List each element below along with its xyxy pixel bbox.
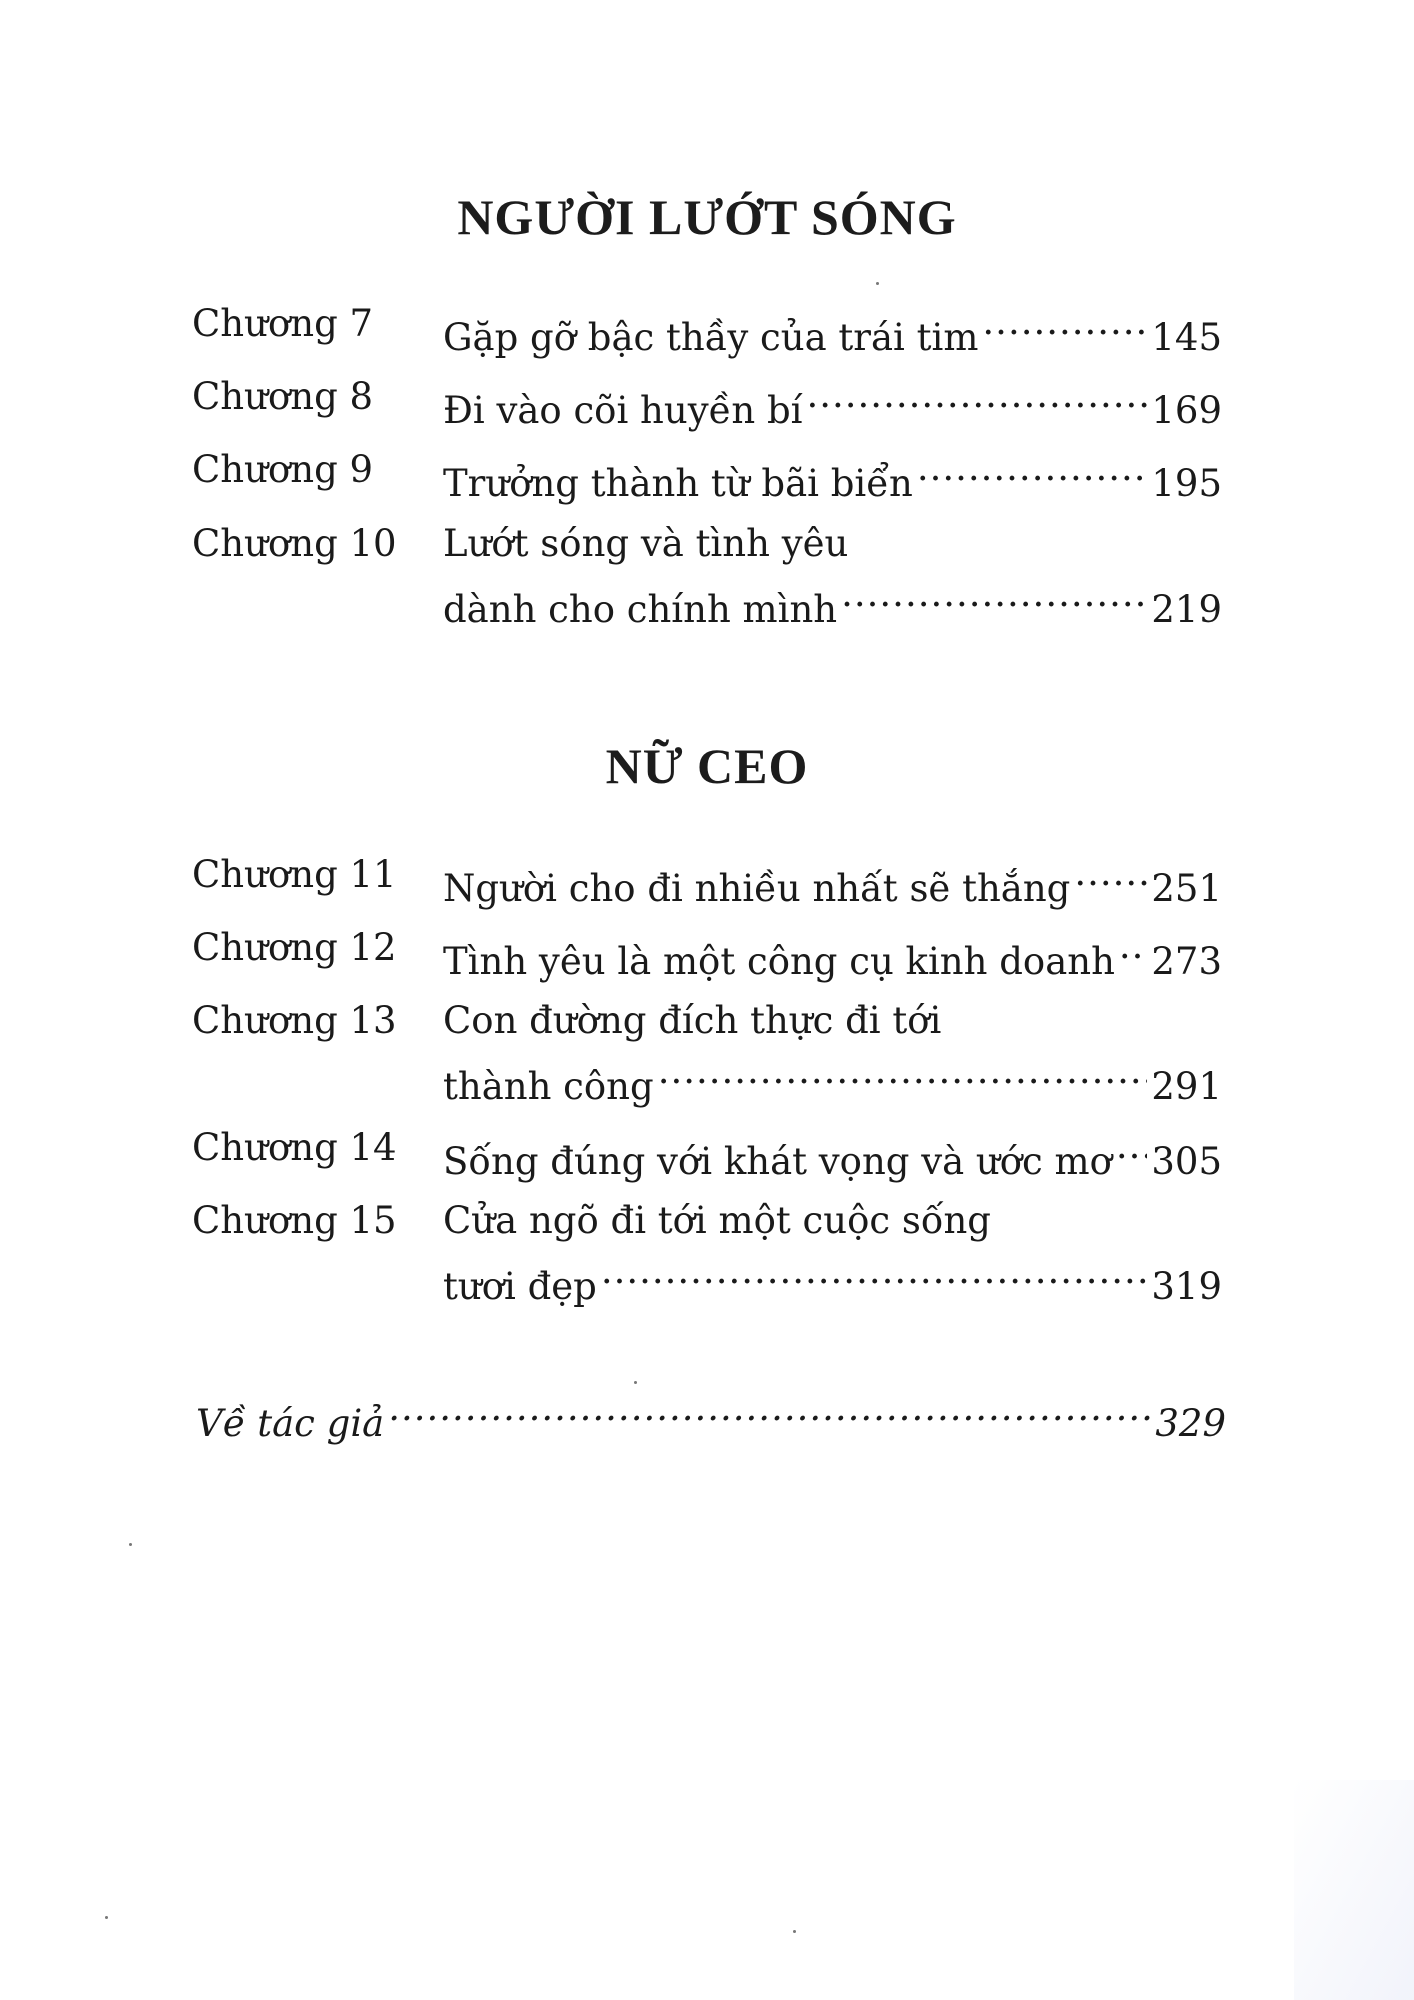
chapter-label: Chương 7 xyxy=(192,302,374,345)
chapter-label: Chương 13 xyxy=(192,999,397,1042)
dot-leader xyxy=(1116,1122,1147,1174)
dot-leader xyxy=(917,444,1148,496)
chapter-label: Chương 11 xyxy=(192,853,397,896)
page-corner-shade xyxy=(1294,1780,1414,2000)
about-author-label: Về tác giả xyxy=(196,1402,385,1445)
scan-speck xyxy=(634,1381,637,1384)
page-number: 195 xyxy=(1151,462,1222,505)
page-number: 251 xyxy=(1151,867,1222,910)
page-number: 291 xyxy=(1151,1065,1222,1108)
entry-title: Lướt sóng và tình yêu xyxy=(443,522,849,565)
page-number: 169 xyxy=(1151,389,1222,432)
dot-leader xyxy=(388,1384,1151,1436)
entry-title: Gặp gỡ bậc thầy của trái tim xyxy=(443,316,979,359)
entry-title: Trưởng thành từ bãi biển xyxy=(443,462,913,505)
scan-speck xyxy=(105,1916,108,1919)
page-number: 219 xyxy=(1151,588,1222,631)
dot-leader xyxy=(658,1047,1148,1099)
dot-leader xyxy=(982,298,1147,350)
chapter-label: Chương 14 xyxy=(192,1126,397,1169)
section-title-nguoi-luot-song: NGƯỜI LƯỚT SÓNG xyxy=(457,189,957,245)
entry-title-continued: dành cho chính mình xyxy=(443,588,838,631)
section-title-nu-ceo: NỮ CEO xyxy=(605,738,809,794)
entry-title: Con đường đích thực đi tới xyxy=(443,999,942,1042)
entry-title-continued: tươi đẹp xyxy=(443,1265,597,1308)
page-number: 145 xyxy=(1151,316,1222,359)
scan-speck xyxy=(793,1930,796,1933)
page-number: 319 xyxy=(1151,1265,1222,1308)
chapter-label: Chương 10 xyxy=(192,522,397,565)
chapter-label: Chương 15 xyxy=(192,1199,397,1242)
chapter-label: Chương 12 xyxy=(192,926,397,969)
entry-title-continued: thành công xyxy=(443,1065,654,1108)
entry-title: Đi vào cõi huyền bí xyxy=(443,389,803,432)
scan-speck xyxy=(876,282,879,285)
dot-leader xyxy=(1119,922,1147,974)
entry-title: Sống đúng với khát vọng và ước mơ xyxy=(443,1140,1112,1183)
dot-leader xyxy=(841,570,1147,622)
scan-speck xyxy=(129,1543,132,1546)
page-number: 273 xyxy=(1151,940,1222,983)
chapter-label: Chương 9 xyxy=(192,448,374,491)
dot-leader xyxy=(601,1247,1148,1299)
about-author-page-number: 329 xyxy=(1155,1402,1226,1445)
entry-title: Cửa ngõ đi tới một cuộc sống xyxy=(443,1199,991,1242)
dot-leader xyxy=(807,371,1148,423)
dot-leader xyxy=(1074,849,1147,901)
entry-title: Tình yêu là một công cụ kinh doanh xyxy=(443,940,1115,983)
toc-entry-about-author xyxy=(196,1384,1226,1445)
page-number: 305 xyxy=(1151,1140,1222,1183)
chapter-label: Chương 8 xyxy=(192,375,374,418)
entry-title: Người cho đi nhiều nhất sẽ thắng xyxy=(443,867,1071,910)
